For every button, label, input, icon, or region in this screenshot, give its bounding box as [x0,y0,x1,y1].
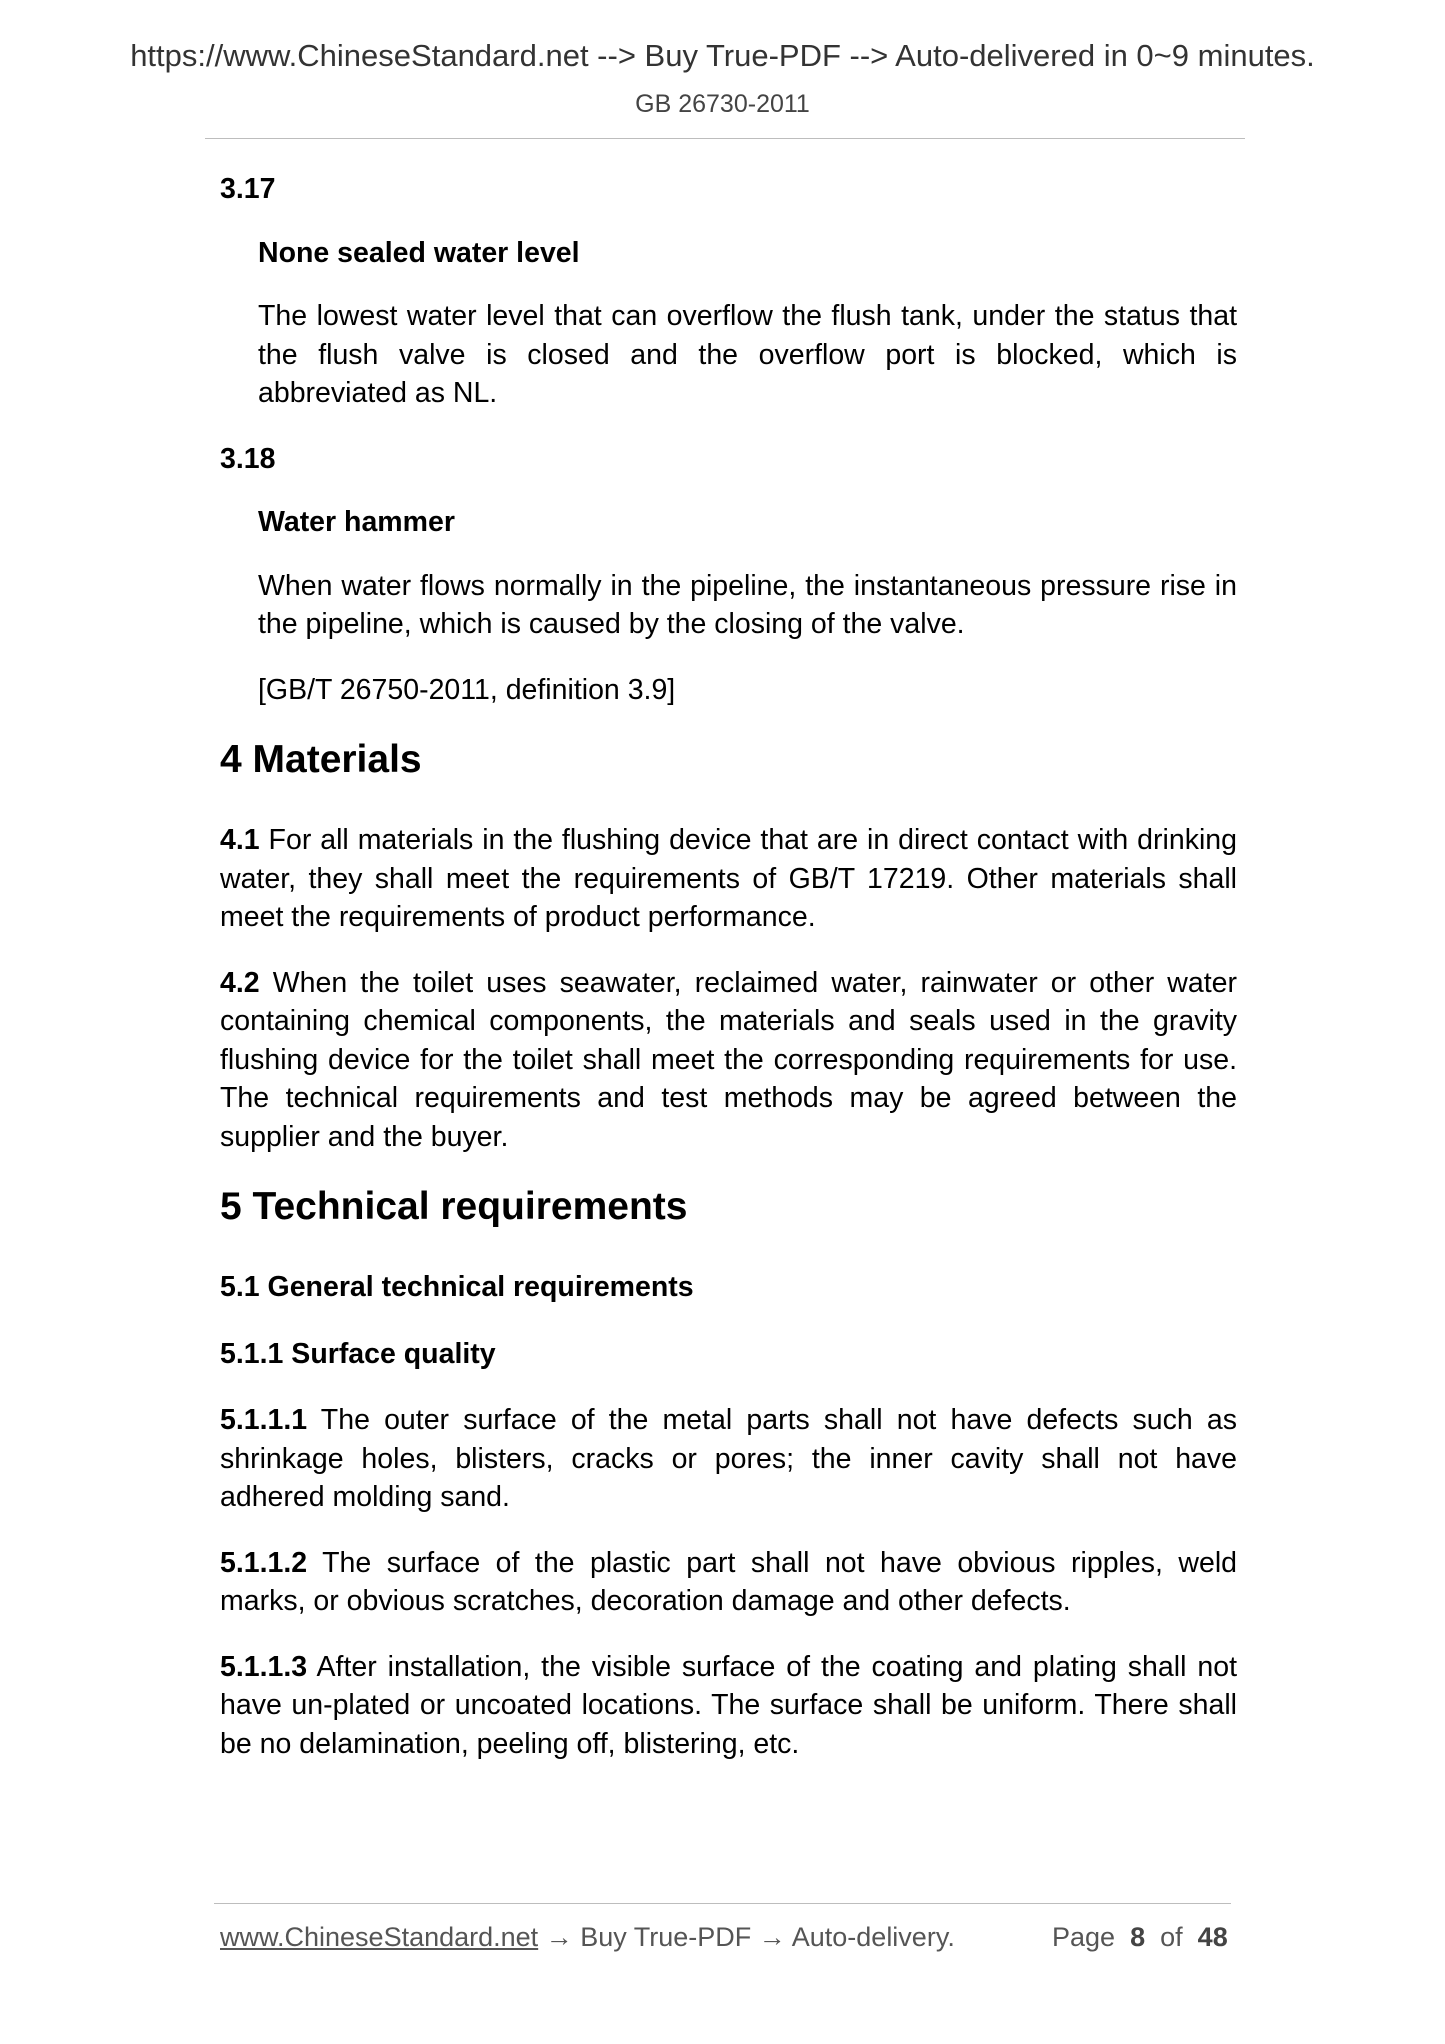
paragraph-number: 5.1.1.1 [220,1404,308,1436]
page-total: 48 [1197,1922,1228,1952]
page-number: 8 [1130,1922,1146,1952]
term-definition: The lowest water level that can overflow the flush tank, under the status that the flush valve is closed and the overflow port is blocked, which is abbreviated as NL. [258,300,1237,409]
subsection-heading: 5.1.1 Surface quality [220,1337,496,1370]
header-divider [205,138,1245,139]
paragraph-text: The outer surface of the metal parts shall not have defects such as shrinkage holes, blisters, cracks or pores; the inner cavity shall not have adhered molding sand. [220,1404,1237,1513]
standard-number: GB 26730-2011 [635,90,810,118]
paragraph [220,1544,1237,1621]
term-title: Water hammer [258,506,455,538]
paragraph-text: When the toilet uses seawater, reclaimed water, rainwater or other water containing chemical components, the materials and seals used in the gravity flushing device for the toilet shall meet the corresponding requirements for use. The technical requirements and test methods may be agreed between the supplier and the buyer. [220,966,1237,1153]
term-source: [GB/T 26750-2011, definition 3.9] [258,673,676,706]
paragraph [220,821,1237,937]
paragraph-text: After installation, the visible surface of the coating and plating shall not have un-plated or uncoated locations. The surface shall be uniform. There shall be no delamination, peeling off, blistering, etc. [220,1650,1237,1760]
footer-tail: → Buy True-PDF → Auto-delivery. [538,1922,955,1952]
footer-promo [220,1922,955,1953]
clause-number: 3.18 [220,442,276,475]
subsection-heading: 5.1 General technical requirements [220,1271,694,1303]
page-body [220,170,1237,1790]
paragraph-text: The surface of the plastic part shall not have obvious ripples, weld marks, or obvious scratches, decoration damage and other defects. [220,1546,1237,1617]
paragraph [220,1648,1237,1764]
term-definition: When water flows normally in the pipeline, the instantaneous pressure rise in the pipeline, which is caused by the closing of the valve. [258,569,1237,640]
footer-link[interactable]: www.ChineseStandard.net [220,1922,539,1952]
paragraph-number: 5.1.1.3 [220,1650,308,1683]
page-label: Page [1052,1922,1116,1952]
term-title: None sealed water level [258,236,580,269]
footer-divider [214,1903,1231,1904]
paragraph [220,1401,1237,1517]
section-heading: 5 Technical requirements [220,1185,688,1228]
paragraph-number: 5.1.1.2 [220,1546,308,1579]
section-heading: 4 Materials [220,738,422,781]
page-indicator [1052,1922,1228,1953]
paragraph-number: 4.2 [220,966,260,999]
clause-number: 3.17 [220,173,276,205]
header-banner: https://www.ChineseStandard.net --> Buy True-PDF --> Auto-delivered in 0~9 minutes. [130,38,1315,73]
paragraph [220,964,1237,1157]
paragraph-text: For all materials in the flushing device that are in direct contact with drinking water, they shall meet the requirements of GB/T 17219. Other materials shall meet the requirements of product performance. [220,824,1237,933]
of-label: of [1160,1922,1183,1952]
paragraph-number: 4.1 [220,824,260,856]
